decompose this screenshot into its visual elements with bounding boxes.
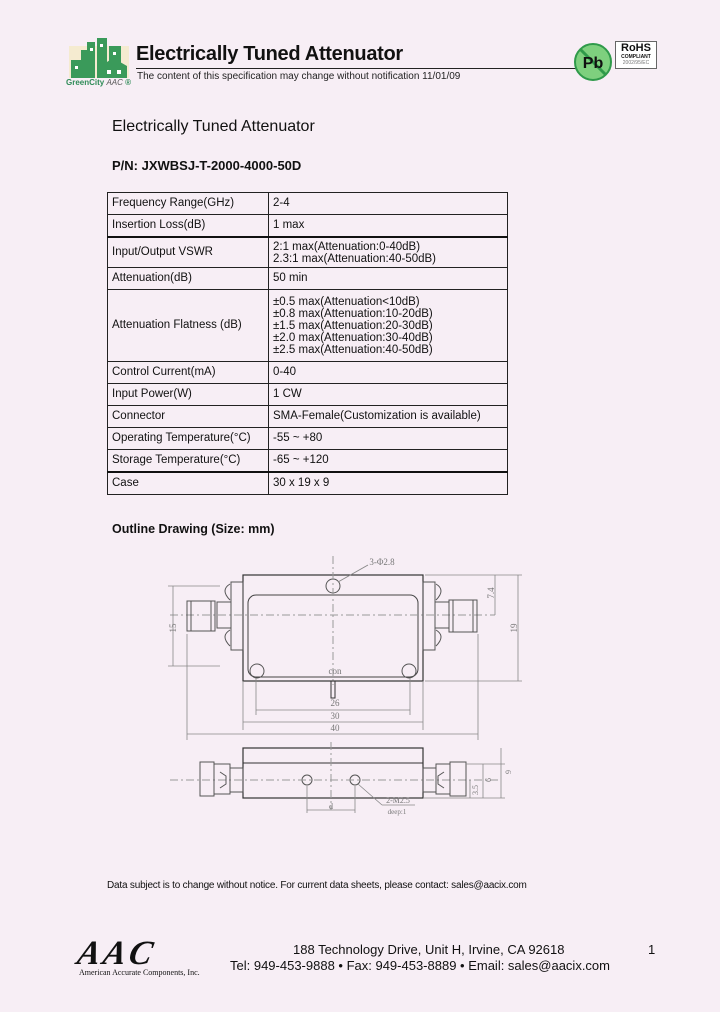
svg-text:3-Φ2.8: 3-Φ2.8 xyxy=(369,557,395,567)
svg-text:2-M2.5: 2-M2.5 xyxy=(386,796,410,805)
rohs-badge: RoHS COMPLIANT 2002/95/EC xyxy=(615,41,657,69)
company-name: American Accurate Components, Inc. xyxy=(79,968,200,977)
header-notice: The content of this specification may change without notification 11/01/09 xyxy=(137,71,461,82)
table-row xyxy=(108,362,508,384)
svg-text:3.5: 3.5 xyxy=(471,785,480,795)
spec-key: Attenuation(dB) xyxy=(108,268,269,290)
header-divider xyxy=(136,68,576,69)
mechanical-drawing xyxy=(160,550,530,840)
pb-free-badge xyxy=(573,42,613,82)
table-row xyxy=(108,237,508,268)
svg-text:30: 30 xyxy=(330,711,340,721)
svg-text:deep:1: deep:1 xyxy=(387,808,407,816)
spec-value: 50 min xyxy=(269,268,508,290)
outline-drawing xyxy=(160,550,530,840)
svg-text:7.4: 7.4 xyxy=(486,587,496,599)
table-row xyxy=(108,428,508,450)
spec-value: -65 ~ +120 xyxy=(269,450,508,473)
spec-value: SMA-Female(Customization is available) xyxy=(269,406,508,428)
spec-value: 30 x 19 x 9 xyxy=(269,472,508,495)
company-address: 188 Technology Drive, Unit H, Irvine, CA 92618 xyxy=(293,942,565,957)
outline-title: Outline Drawing (Size: mm) xyxy=(112,522,275,536)
table-row xyxy=(108,215,508,238)
svg-text:19: 19 xyxy=(509,623,519,633)
pb-free-icon xyxy=(573,42,613,82)
logo-caption: GreenCity AAC ® xyxy=(66,78,132,87)
spec-value: 0-40 xyxy=(269,362,508,384)
table-row xyxy=(108,268,508,290)
table-row xyxy=(108,384,508,406)
page-number: 1 xyxy=(648,942,656,957)
svg-text:con: con xyxy=(328,666,342,676)
table-row xyxy=(108,406,508,428)
svg-text:Pb: Pb xyxy=(582,55,604,72)
table-row xyxy=(108,472,508,495)
spec-value: 1 CW xyxy=(269,384,508,406)
spec-key: Case xyxy=(108,472,269,495)
spec-key: Input/Output VSWR xyxy=(108,237,269,268)
spec-value: ±0.5 max(Attenuation<10dB) ±0.8 max(Attenuation:10-20dB) ±1.5 max(Attenuation:20-30dB) ±2.0 max(Attenuation:30-40dB) ±2.5 max(Attenuation:40-50dB) xyxy=(269,290,508,362)
table-row xyxy=(108,450,508,473)
svg-text:26: 26 xyxy=(330,698,340,708)
spec-key: Frequency Range(GHz) xyxy=(108,193,269,215)
spec-value: 2-4 xyxy=(269,193,508,215)
spec-key: Connector xyxy=(108,406,269,428)
table-row xyxy=(108,290,508,362)
spec-key: Insertion Loss(dB) xyxy=(108,215,269,238)
spec-value: 2:1 max(Attenuation:0-40dB) 2.3:1 max(Attenuation:40-50dB) xyxy=(269,237,508,268)
company-contact: Tel: 949-453-9888 • Fax: 949-453-8889 • Email: sales@aacix.com xyxy=(230,958,610,973)
document-title: Electrically Tuned Attenuator xyxy=(112,118,315,135)
spec-value: 1 max xyxy=(269,215,508,238)
footer-note: Data subject is to change without notice. For current data sheets, please contact: sales@aacix.com xyxy=(107,880,527,891)
svg-text:9: 9 xyxy=(504,770,513,774)
svg-text:15: 15 xyxy=(168,623,178,633)
spec-key: Input Power(W) xyxy=(108,384,269,406)
svg-text:40: 40 xyxy=(330,723,340,733)
spec-value: -55 ~ +80 xyxy=(269,428,508,450)
spec-key: Operating Temperature(°C) xyxy=(108,428,269,450)
svg-text:d: d xyxy=(329,802,333,811)
part-number: P/N: JXWBSJ-T-2000-4000-50D xyxy=(112,158,302,173)
spec-key: Control Current(mA) xyxy=(108,362,269,384)
header-title: Electrically Tuned Attenuator xyxy=(136,43,403,65)
spec-key: Storage Temperature(°C) xyxy=(108,450,269,473)
table-row xyxy=(108,193,508,215)
aac-logo: AAC xyxy=(74,935,160,972)
city-skyline-icon xyxy=(67,36,131,80)
svg-text:6: 6 xyxy=(484,778,493,782)
spec-key: Attenuation Flatness (dB) xyxy=(108,290,269,362)
spec-table xyxy=(107,192,508,495)
